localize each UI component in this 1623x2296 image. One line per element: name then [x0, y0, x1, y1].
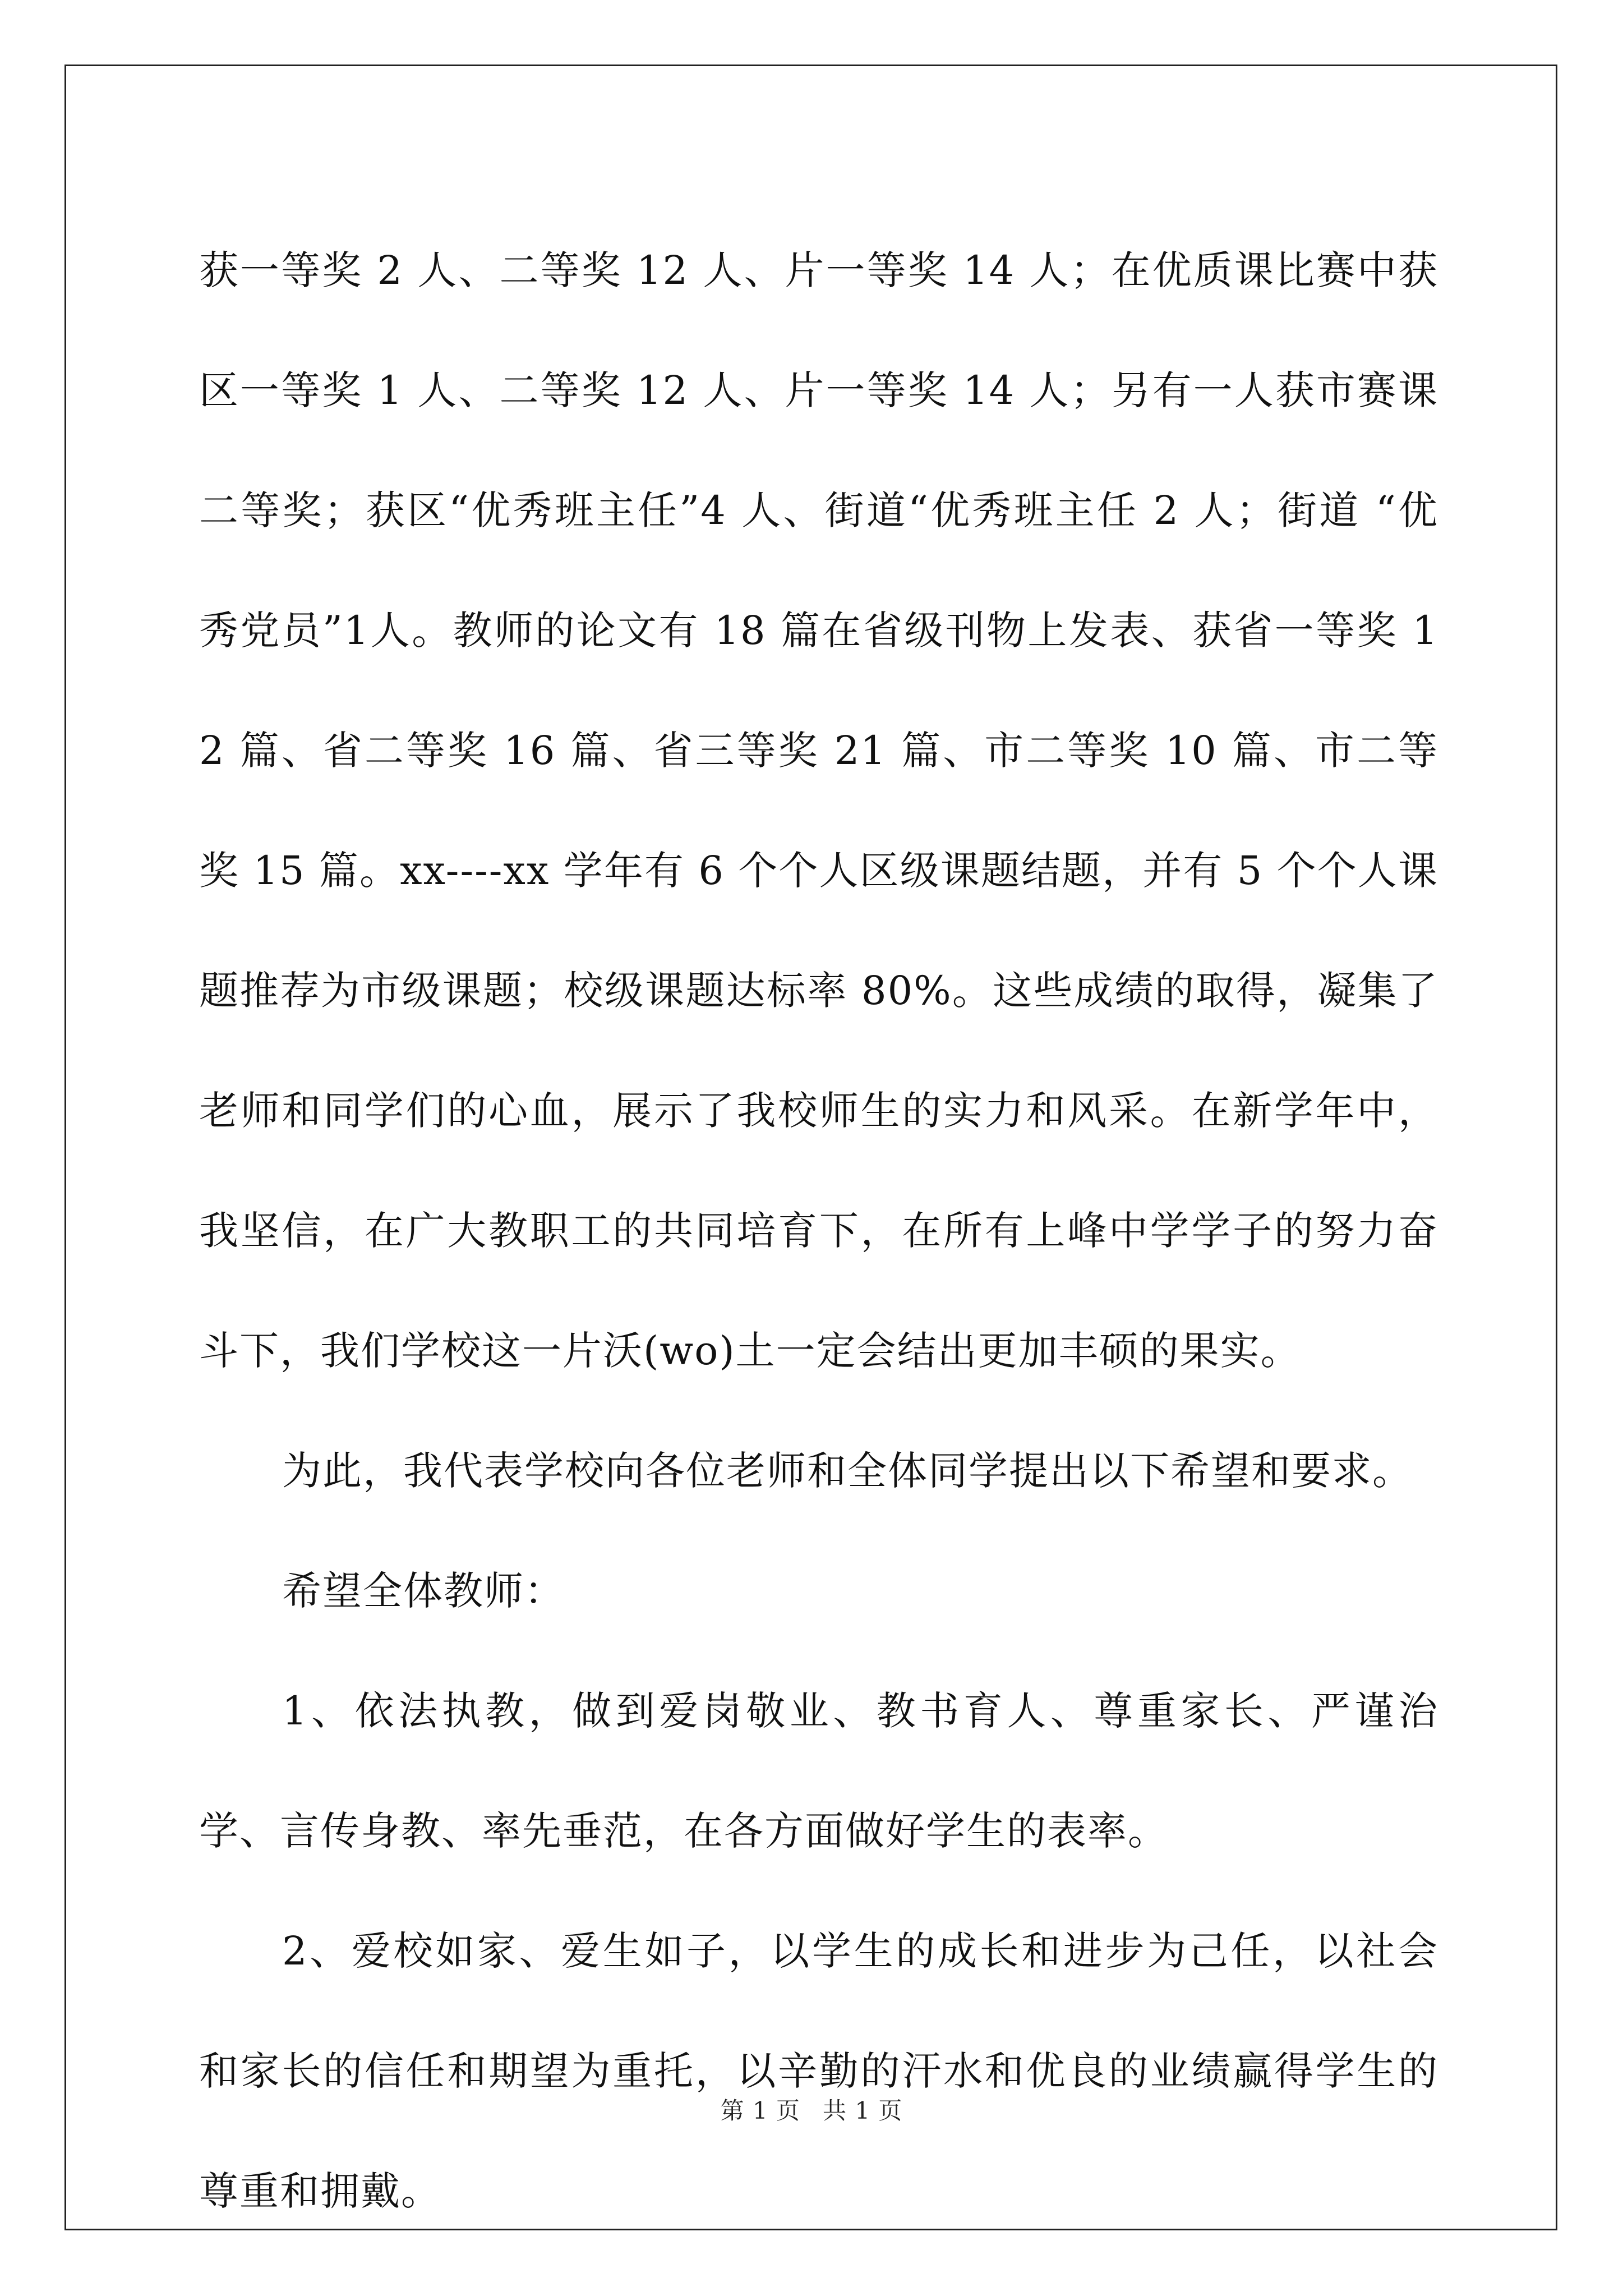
page-footer: [0, 2092, 1623, 2126]
paragraph-teachers-heading: 希望全体教师：: [282, 1568, 565, 1614]
paragraph-achievements: 获一等奖 2 人、二等奖 12 人、片一等奖 14 人；在优质课比赛中获区一等奖 1 人、二等奖 12 人、片一等奖 14 人；另有一人获市赛课二等奖；获区“优秀班主任”4 人、街道“优秀班主任 2 人；街道 “优秀党员”1人。教师的论文有 18 篇在省级刊物上发表、获省一等奖 12 篇、省二等奖 16 篇、省三等奖 21 篇、市二等奖 10 篇、市二等奖 15 篇。xx----xx 学年有 6 个个人区级课题结题，并有 5 个个人课题推荐为市级课题；校级课题达标率 80%。这些成绩的取得，凝集了老师和同学们的心血，展示了我校师生的实力和风采。在新学年中，我坚信，在广大教职工的共同培育下，在所有上峰中学学子的努力奋斗下，我们学校这一片沃(wo)土一定会结出更加丰硕的果实。: [199, 247, 1438, 1374]
paragraph-item-2: 2、爱校如家、爱生如子，以学生的成长和进步为己任，以社会和家长的信任和期望为重托，以辛勤的汗水和优良的业绩赢得学生的尊重和拥戴。: [199, 1928, 1438, 2214]
paragraph-item-1: 1、依法执教，做到爱岗敬业、教书育人、尊重家长、严谨治学、言传身教、率先垂范，在各方面做好学生的表率。: [199, 1688, 1438, 1854]
document-body: [199, 210, 1438, 2251]
page-number: 第 1 页: [720, 2097, 800, 2124]
page-total: 共 1 页: [823, 2097, 903, 2124]
paragraph-requirements-intro: 为此，我代表学校向各位老师和全体同学提出以下希望和要求。: [282, 1448, 1413, 1494]
